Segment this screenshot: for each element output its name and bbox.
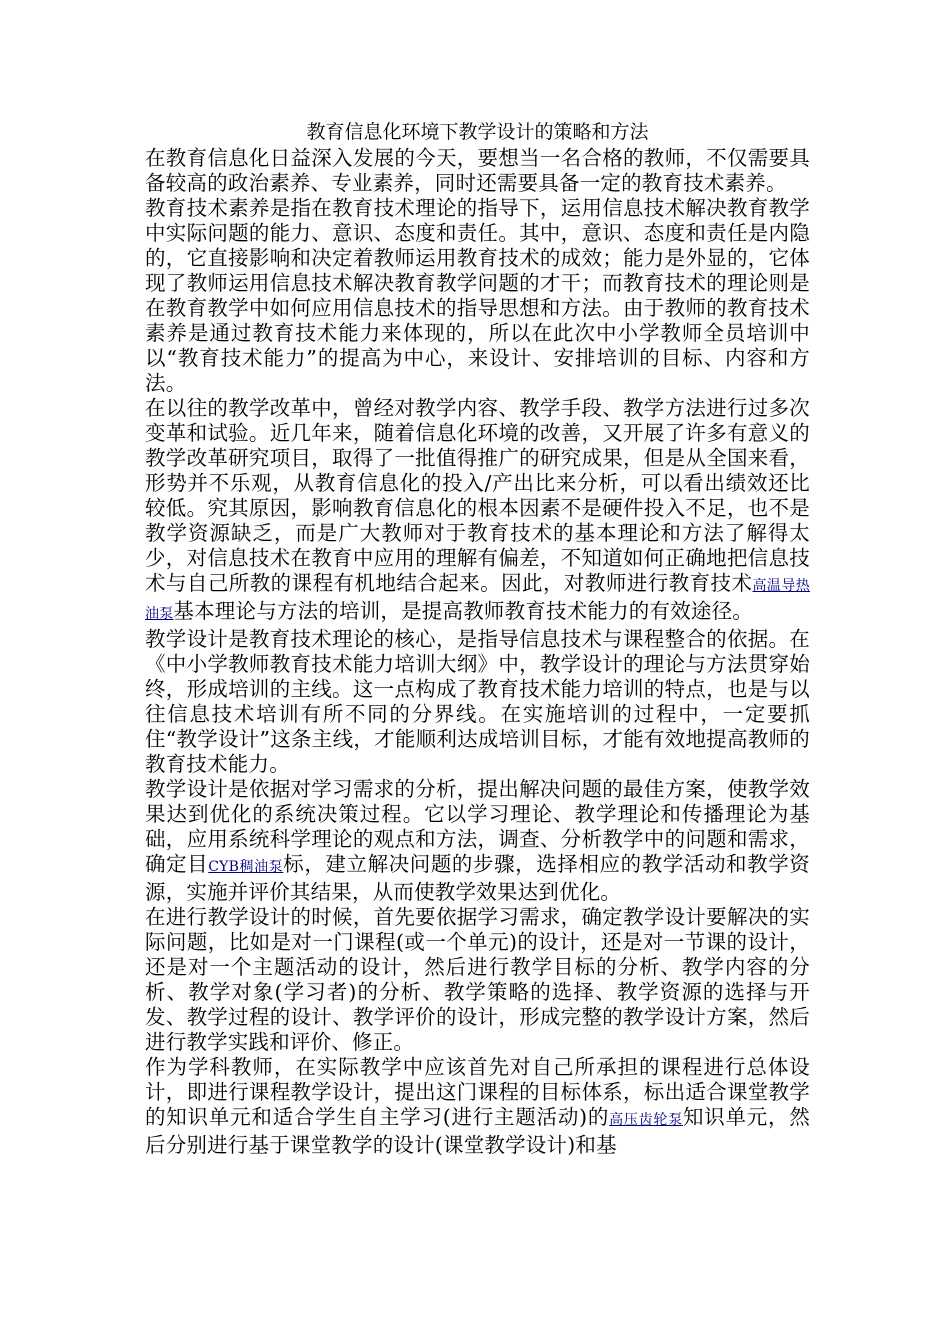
paragraph-text: 作为学科教师，在实际教学中应该首先对自己所承担的课程进行总体设计，即进行课程教学设计，提出这门课程的目标体系，标出适合课堂教学的知识单元和适合学生自主学习(进行主题活动)的 xyxy=(145,1055,810,1129)
paragraph xyxy=(145,1055,810,1158)
document-body xyxy=(145,146,810,1158)
paragraph-text: 在教育信息化日益深入发展的今天，要想当一名合格的教师，不仅需要具备较高的政治素养、专业素养，同时还需要具备一定的教育技术素养。 xyxy=(145,146,810,195)
paragraph xyxy=(145,396,810,627)
paragraph-text: 基本理论与方法的培训，是提高教师教育技术能力的有效途径。 xyxy=(173,599,754,623)
paragraph-text: 教育技术素养是指在教育技术理论的指导下，运用信息技术解决教育教学中实际问题的能力、意识、态度和责任。其中，意识、态度和责任是内隐的，它直接影响和决定着教师运用教育技术的成效；能力是外显的，它体现了教师运用信息技术解决教育教学问题的才干；而教育技术的理论则是在教育教学中如何应用信息技术的指导思想和方法。由于教师的教育技术素养是通过教育技术能力来体现的，所以在此次中小学教师全员培训中以“教育技术能力”的提高为中心，来设计、安排培训的目标、内容和方法。 xyxy=(145,196,810,395)
paragraph-text: 教学设计是依据对学习需求的分析，提出解决问题的最佳方案，使教学效果达到优化的系统决策过程。它以学习理论、教学理论和传播理论为基础，应用系统科学理论的观点和方法，调查、分析教学中的问题和需求，确定目 xyxy=(145,777,810,876)
paragraph xyxy=(145,146,810,196)
paragraph-text: 标，建立解决问题的步骤，选择相应的教学活动和教学资源，实施并评价其结果，从而使教学效果达到优化。 xyxy=(145,852,810,904)
paragraph-text: 知识单元，然后分别进行基于课堂教学的设计(课堂教学设计)和基 xyxy=(145,1105,810,1157)
paragraph xyxy=(145,777,810,905)
inline-link[interactable]: 高压齿轮泵 xyxy=(609,1112,683,1128)
document-title: 教育信息化环境下教学设计的策略和方法 xyxy=(306,121,649,143)
inline-link[interactable]: 高温导热油泵 xyxy=(145,578,810,622)
paragraph-text: 在以往的教学改革中，曾经对教学内容、教学手段、教学方法进行过多次变革和试验。近几年来，随着信息化环境的改善，又开展了许多有意义的教学改革研究项目，取得了一批值得推广的研究成果，但是从全国来看，形势并不乐观，从教育信息化的投入/产出比来分析，可以看出绩效还比较低。究其原因，影响教育信息化的根本因素不是硬件投入不足，也不是教学资源缺乏，而是广大教师对于教育技术的基本理论和方法了解得太少，对信息技术在教育中应用的理解有偏差，不知道如何正确地把信息技术与自己所教的课程有机地结合起来。因此，对教师进行教育技术 xyxy=(145,396,810,595)
inline-link[interactable]: CYB稠油泵 xyxy=(208,859,284,875)
paragraph-text: 在进行教学设计的时候，首先要依据学习需求，确定教学设计要解决的实际问题，比如是对一门课程(或一个单元)的设计，还是对一节课的设计，还是对一个主题活动的设计，然后进行教学目标的分析、教学内容的分析、教学对象(学习者)的分析、教学策略的选择、教学资源的选择与开发、教学过程的设计、教学评价的设计，形成完整的教学设计方案，然后进行教学实践和评价、修正。 xyxy=(145,905,810,1054)
paragraph xyxy=(145,196,810,396)
document-page xyxy=(145,118,810,1158)
paragraph xyxy=(145,905,810,1055)
paragraph-text: 教学设计是教育技术理论的核心，是指导信息技术与课程整合的依据。在《中小学教师教育技术能力培训大纲》中，教学设计的理论与方法贯穿始终，形成培训的主线。这一点构成了教育技术能力培训的特点，也是与以往信息技术培训有所不同的分界线。在实施培训的过程中，一定要抓住“教学设计”这条主线，才能顺利达成培训目标，才能有效地提高教师的教育技术能力。 xyxy=(145,627,810,776)
paragraph xyxy=(145,627,810,777)
